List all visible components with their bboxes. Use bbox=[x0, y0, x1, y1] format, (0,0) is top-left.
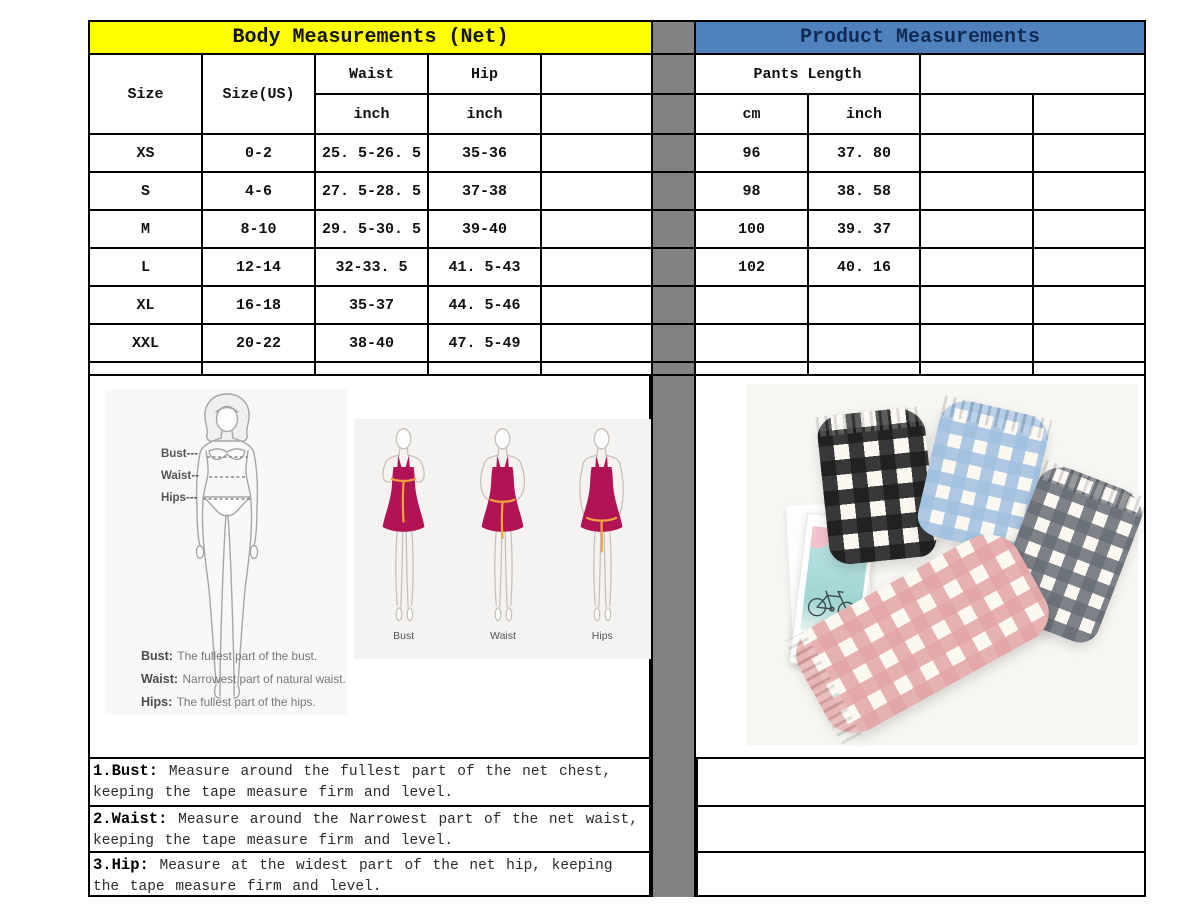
cell-length-cm: 98 bbox=[696, 173, 807, 209]
empty-note-row bbox=[696, 851, 1146, 897]
cell-waist: 35-37 bbox=[316, 287, 427, 323]
col-header-size-us: Size(US) bbox=[203, 55, 314, 133]
empty-cell bbox=[316, 363, 427, 374]
unit-waist-inch: inch bbox=[316, 95, 427, 133]
cell-waist: 32-33. 5 bbox=[316, 249, 427, 285]
legend-hips: Hips: The fullest part of the hips. bbox=[141, 695, 316, 709]
cell-hip: 47. 5-49 bbox=[429, 325, 540, 361]
empty-cell bbox=[921, 325, 1032, 361]
unit-hip-inch: inch bbox=[429, 95, 540, 133]
col-header-waist: Waist bbox=[316, 55, 427, 93]
empty-cell bbox=[1034, 363, 1144, 374]
empty-cell bbox=[542, 287, 651, 323]
empty-cell bbox=[809, 363, 919, 374]
dress-figure-waist-illustration bbox=[457, 427, 549, 627]
cell-length-inch bbox=[809, 325, 919, 361]
sketch-hips-pointer: Hips--- bbox=[161, 492, 198, 504]
empty-cell bbox=[203, 363, 314, 374]
sketch-bust-pointer: Bust--- bbox=[161, 448, 199, 460]
empty-cell bbox=[921, 211, 1032, 247]
product-photo-panel bbox=[696, 376, 1146, 757]
left-table-title: Body Measurements (Net) bbox=[90, 22, 651, 53]
empty-cell bbox=[542, 55, 651, 93]
divider-cell bbox=[653, 211, 694, 247]
empty-cell bbox=[921, 363, 1032, 374]
empty-cell bbox=[542, 173, 651, 209]
dress-figure-waist bbox=[457, 419, 549, 642]
body-sketch-box bbox=[105, 389, 347, 715]
empty-cell bbox=[921, 95, 1032, 133]
divider-cell bbox=[653, 363, 694, 374]
cell-size-us: 8-10 bbox=[203, 211, 314, 247]
divider-cell bbox=[653, 173, 694, 209]
dress-figure-label: Bust bbox=[393, 630, 415, 642]
empty-cell bbox=[1034, 135, 1144, 171]
unit-inch: inch bbox=[809, 95, 919, 133]
divider-cell bbox=[653, 287, 694, 323]
empty-cell bbox=[1034, 95, 1144, 133]
right-table-title: Product Measurements bbox=[696, 22, 1144, 53]
cell-size-us: 4-6 bbox=[203, 173, 314, 209]
divider-column bbox=[651, 376, 696, 897]
cell-length-inch: 39. 37 bbox=[809, 211, 919, 247]
legend-bust: Bust: The fullest part of the bust. bbox=[141, 649, 318, 663]
empty-cell bbox=[921, 249, 1032, 285]
dress-figure-hips-illustration bbox=[556, 427, 648, 627]
col-header-pants-length: Pants Length bbox=[696, 55, 919, 93]
cell-waist: 38-40 bbox=[316, 325, 427, 361]
cell-hip: 44. 5-46 bbox=[429, 287, 540, 323]
empty-cell bbox=[542, 135, 651, 171]
cell-size-us: 20-22 bbox=[203, 325, 314, 361]
empty-cell bbox=[921, 287, 1032, 323]
legend-waist: Waist: Narrowest part of natural waist. bbox=[141, 672, 346, 686]
cell-hip: 37-38 bbox=[429, 173, 540, 209]
pajama-pants-photo bbox=[746, 384, 1138, 746]
cell-length-inch bbox=[809, 287, 919, 323]
empty-cell bbox=[542, 249, 651, 285]
cell-size-us: 12-14 bbox=[203, 249, 314, 285]
empty-cell bbox=[542, 211, 651, 247]
empty-notes-column bbox=[696, 757, 1146, 897]
measure-guide-panel bbox=[88, 376, 651, 757]
dress-figure-bust-illustration bbox=[358, 427, 450, 627]
dress-figure-hips bbox=[556, 419, 648, 642]
col-header-hip: Hip bbox=[429, 55, 540, 93]
cell-length-cm bbox=[696, 287, 807, 323]
note-bust: 1.Bust: Measure around the fullest part of the net chest, keeping the tape measure firm and level. bbox=[88, 757, 651, 807]
dress-figure-bust bbox=[358, 419, 450, 642]
cell-length-inch: 37. 80 bbox=[809, 135, 919, 171]
empty-note-row bbox=[696, 805, 1146, 853]
note-waist: 2.Waist: Measure around the Narrowest part of the net waist, keeping the tape measure firm and level. bbox=[88, 805, 651, 853]
cell-hip: 39-40 bbox=[429, 211, 540, 247]
empty-cell bbox=[1034, 211, 1144, 247]
cell-size: XL bbox=[90, 287, 201, 323]
empty-cell bbox=[921, 173, 1032, 209]
dress-figures-box bbox=[354, 419, 652, 659]
cell-size: M bbox=[90, 211, 201, 247]
measurements-table bbox=[88, 20, 1146, 376]
empty-cell bbox=[542, 95, 651, 133]
divider-cell bbox=[653, 55, 694, 93]
divider-cell bbox=[653, 95, 694, 133]
cell-waist: 27. 5-28. 5 bbox=[316, 173, 427, 209]
empty-cell bbox=[542, 363, 651, 374]
cell-length-cm bbox=[696, 325, 807, 361]
empty-cell bbox=[921, 135, 1032, 171]
cell-length-cm: 102 bbox=[696, 249, 807, 285]
empty-cell bbox=[90, 363, 201, 374]
empty-cell bbox=[921, 55, 1144, 93]
empty-note-row bbox=[696, 757, 1146, 807]
sketch-waist-pointer: Waist-- bbox=[161, 470, 199, 482]
empty-cell bbox=[1034, 173, 1144, 209]
dress-figure-label: Waist bbox=[490, 630, 516, 642]
cell-waist: 29. 5-30. 5 bbox=[316, 211, 427, 247]
empty-cell bbox=[1034, 287, 1144, 323]
cell-size-us: 0-2 bbox=[203, 135, 314, 171]
pants-black-plaid bbox=[815, 406, 938, 566]
divider-cell bbox=[653, 22, 694, 53]
divider-cell bbox=[653, 249, 694, 285]
cell-hip: 41. 5-43 bbox=[429, 249, 540, 285]
cell-size: L bbox=[90, 249, 201, 285]
cell-size-us: 16-18 bbox=[203, 287, 314, 323]
cell-size: XS bbox=[90, 135, 201, 171]
body-figure-sketch bbox=[105, 389, 347, 715]
divider-cell bbox=[653, 135, 694, 171]
empty-cell bbox=[1034, 249, 1144, 285]
cell-length-inch: 38. 58 bbox=[809, 173, 919, 209]
divider-cell bbox=[653, 325, 694, 361]
empty-cell bbox=[696, 363, 807, 374]
dress-figure-label: Hips bbox=[591, 630, 613, 642]
cell-length-cm: 100 bbox=[696, 211, 807, 247]
cell-size: S bbox=[90, 173, 201, 209]
unit-cm: cm bbox=[696, 95, 807, 133]
empty-cell bbox=[1034, 325, 1144, 361]
cell-length-cm: 96 bbox=[696, 135, 807, 171]
empty-cell bbox=[429, 363, 540, 374]
note-hip: 3.Hip: Measure at the widest part of the net hip, keeping the tape measure firm and level. bbox=[88, 851, 651, 897]
cell-size: XXL bbox=[90, 325, 201, 361]
col-header-size: Size bbox=[90, 55, 201, 133]
measure-notes bbox=[88, 757, 651, 897]
cell-length-inch: 40. 16 bbox=[809, 249, 919, 285]
cell-waist: 25. 5-26. 5 bbox=[316, 135, 427, 171]
empty-cell bbox=[542, 325, 651, 361]
cell-hip: 35-36 bbox=[429, 135, 540, 171]
